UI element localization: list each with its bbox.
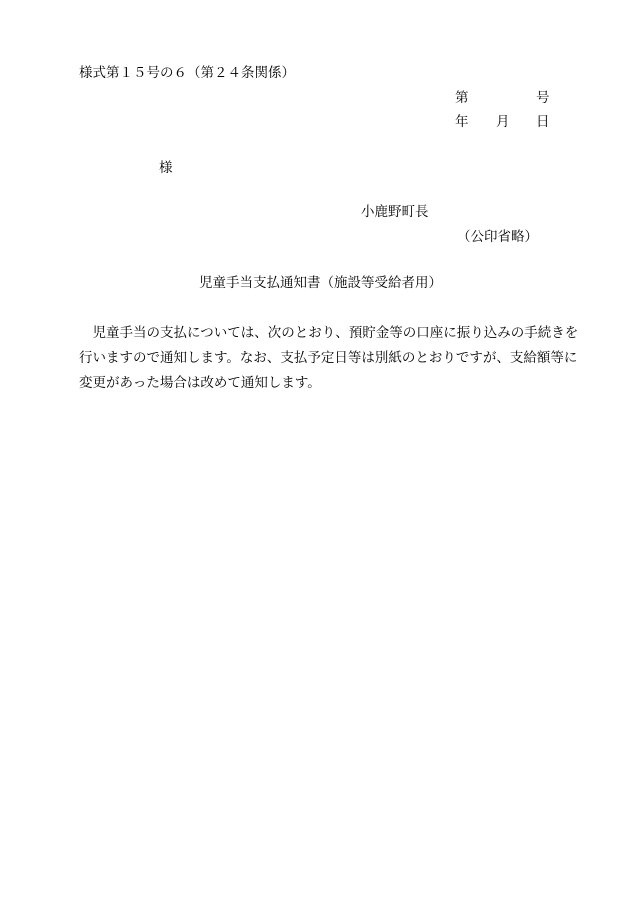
- number-suffix: 号: [536, 90, 550, 106]
- recipient-honorific: 様: [159, 160, 173, 176]
- body-paragraph: [79, 321, 584, 396]
- seal-omitted-note: （公印省略）: [457, 229, 538, 245]
- document-title: 児童手当支払通知書（施設等受給者用）: [199, 275, 442, 291]
- issuer-name: 小鹿野町長: [361, 204, 429, 220]
- date-month-label: 月: [496, 114, 510, 130]
- form-number: 様式第１５号の６（第２４条関係）: [79, 65, 295, 81]
- date-day-label: 日: [536, 114, 550, 130]
- date-year-label: 年: [455, 114, 469, 130]
- body-text: 児童手当の支払については、次のとおり、預貯金等の口座に振り込みの手続きを行いますので通知します。なお、支払予定日等は別紙のとおりですが、支給額等に変更があった場合は改めて通知します。: [79, 325, 579, 391]
- number-prefix: 第: [455, 90, 469, 106]
